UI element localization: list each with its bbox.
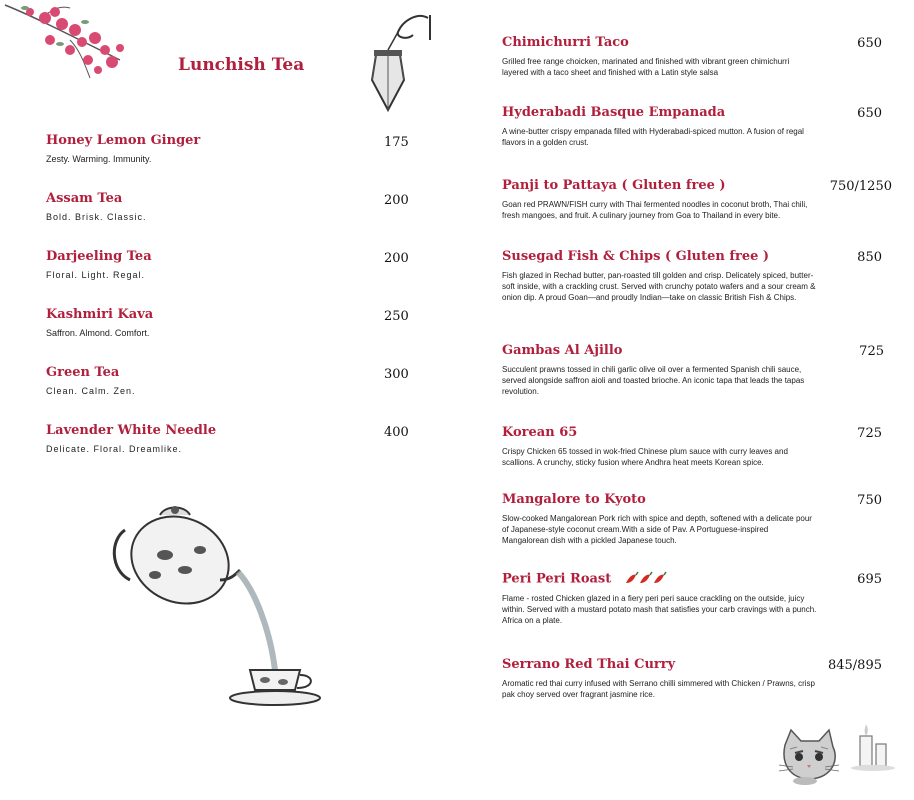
- item-name: Kashmiri Kava: [46, 307, 154, 322]
- item-price: 175: [384, 135, 409, 150]
- list-item: [502, 657, 892, 700]
- item-description: Aromatic red thai curry infused with Serrano chilli simmered with Chicken / Prawns, crisp pak choy served over fragrant jasmine rice.: [502, 679, 815, 699]
- item-description: Succulent prawns tossed in chili garlic olive oil over a fermented Spanish chili sauce, served alongside saffron aioli and toasted brioche. An iconic tapa that leads the tapas revolution.: [502, 365, 805, 396]
- item-name: Green Tea: [46, 365, 120, 380]
- item-description: Delicate. Floral. Dreamlike.: [46, 444, 183, 454]
- item-name: Lavender White Needle: [46, 423, 217, 438]
- item-name-row: [502, 571, 892, 587]
- item-price: 650: [857, 106, 882, 121]
- item-name: Peri Peri Roast: [502, 571, 612, 587]
- page-title: Lunchish Tea: [178, 55, 305, 75]
- item-name: Assam Tea: [46, 191, 123, 206]
- list-item: [46, 307, 411, 365]
- item-description: Saffron. Almond. Comfort.: [46, 328, 150, 338]
- list-item: [502, 571, 892, 626]
- list-item: [502, 35, 892, 78]
- flower-branch-icon: [0, 0, 135, 85]
- item-name: Gambas Al Ajillo: [502, 343, 623, 358]
- item-name: Susegad Fish & Chips ( Gluten free ): [502, 249, 770, 264]
- item-description: Fish glazed in Rechad butter, pan-roasted till golden and crisp. Delicately spiced, butter-soft inside, with a crackling crust. Served with crunchy potato wafers and a sour cream & onion dip. A proud Goan—and proudly Indian—take on classic British Fish & Chips.: [502, 271, 816, 302]
- item-name: Panji to Pattaya ( Gluten free ): [502, 178, 726, 193]
- item-price: 650: [857, 36, 882, 51]
- hanging-lantern-icon: [358, 10, 438, 120]
- item-price: 750: [857, 493, 882, 508]
- list-item: [502, 425, 892, 468]
- candle-icon: [848, 722, 898, 772]
- item-price: 725: [859, 344, 884, 359]
- item-description: Floral. Light. Regal.: [46, 270, 146, 280]
- list-item: [502, 249, 892, 303]
- item-price: 200: [384, 193, 409, 208]
- list-item: [46, 191, 411, 249]
- teapot-pouring-icon: [105, 500, 335, 715]
- item-description: Zesty. Warming. Immunity.: [46, 154, 152, 164]
- item-description: Slow-cooked Mangalorean Pork rich with spice and depth, softened with a delicate pour of Japanese-style coconut cream.With a side of Pav. A Portuguese-inspired Mangalorean dish with a pickled Japanese touch.: [502, 514, 812, 545]
- list-item: [46, 249, 411, 307]
- item-name: Serrano Red Thai Curry: [502, 657, 676, 672]
- item-description: Flame - rosted Chicken glazed in a fiery peri peri sauce crackling on the outside, juicy within. Served with a mustard potato mash that satisfies your carb cravings with a punch. Africa on a plate.: [502, 594, 817, 625]
- item-name: Mangalore to Kyoto: [502, 492, 646, 507]
- item-price: 750/1250: [829, 179, 892, 194]
- chili-peppers-icon: [622, 571, 670, 587]
- item-name: Korean 65: [502, 425, 578, 440]
- list-item: [502, 105, 892, 148]
- kitten-icon: [775, 725, 855, 785]
- item-name: Darjeeling Tea: [46, 249, 152, 264]
- item-price: 300: [384, 367, 409, 382]
- item-price: 725: [857, 426, 882, 441]
- item-price: 695: [857, 572, 882, 587]
- tea-list: [46, 133, 411, 481]
- item-name: Honey Lemon Ginger: [46, 133, 201, 148]
- item-description: A wine-butter crispy empanada filled with Hyderabadi-spiced mutton. A fusion of regal flavors in a golden crust.: [502, 127, 804, 147]
- list-item: [46, 133, 411, 191]
- item-price: 850: [857, 250, 882, 265]
- item-description: Goan red PRAWN/FISH curry with Thai fermented noodles in coconut broth, Thai chili, fresh mangoes, and fruit. A culinary journey from Goa to Thailand in every bite.: [502, 200, 808, 220]
- item-name: Hyderabadi Basque Empanada: [502, 105, 726, 120]
- item-name: Chimichurri Taco: [502, 35, 629, 50]
- list-item: [46, 423, 411, 481]
- item-price: 200: [384, 251, 409, 266]
- item-price: 400: [384, 425, 409, 440]
- list-item: [502, 178, 892, 221]
- list-item: [502, 343, 892, 397]
- item-description: Crispy Chicken 65 tossed in wok-fried Chinese plum sauce with curry leaves and scallions. A crunchy, sticky fusion where Andhra heat meets Korean spice.: [502, 447, 788, 467]
- item-description: Grilled free range choicken, marinated and finished with vibrant green chimichurri layered with a taco sheet and finished with a Latin style salsa: [502, 57, 790, 77]
- list-item: [46, 365, 411, 423]
- item-price: 845/895: [827, 658, 882, 673]
- item-description: Clean. Calm. Zen.: [46, 386, 136, 396]
- item-description: Bold. Brisk. Classic.: [46, 212, 147, 222]
- item-price: 250: [384, 309, 409, 324]
- list-item: [502, 492, 892, 546]
